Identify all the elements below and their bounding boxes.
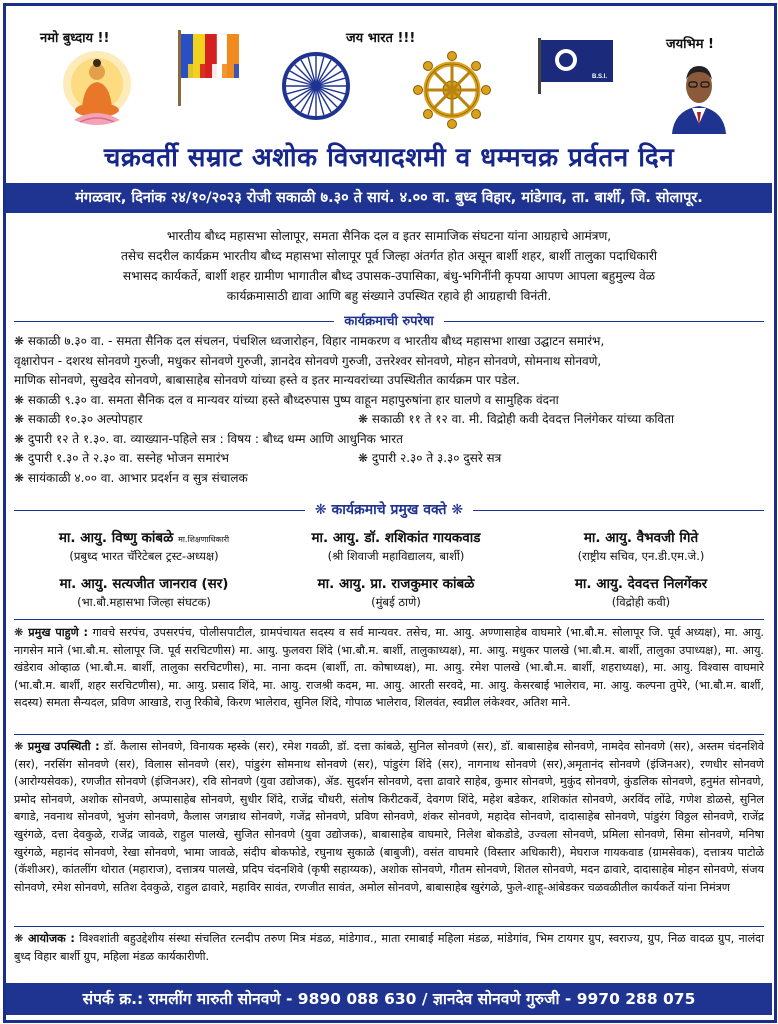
program-item: माणिक सोनवणे, सुखदेव सोनवणे, बाबासाहेब सोनवणे यांच्या हस्ते व इतर मान्यवरांच्या उपस्थितीत कार्यक्रम पार पडेल. [14,373,520,387]
svg-text:B.S.I.: B.S.I. [592,74,608,80]
slogan-jai-bhim: जयभिम ! [666,37,714,52]
date-bar: मंगळवार, दिनांक २४/१०/२०२३ रोजी सकाळी ७.३० ते सायं. ४.०० वा. बुध्द विहार, मांडेगाव, ता. बार्शी, जि. सोलापूर. [6,183,772,213]
divider [14,619,764,620]
attendees [14,738,764,896]
speaker-name: मा. आयु. डॉ. शशिकांत गायकवाड [311,530,481,546]
speaker-card [14,574,274,610]
invitation-text [14,226,764,306]
contact-bar: संपर्क क्र.: रामलींग मारुती सोनवणे - 9890 088 630 / ज्ञानदेव सोनवणे गुरुजी - 9970 288 075 [6,983,772,1015]
slogan-namo-buddhay: नमो बुध्दाय !! [40,31,110,46]
program-item: वृक्षारोपन - दशरथ सोनवणे गुरुजी, मधुकर सोनवणे गुरुजी, ज्ञानदेव सोनवणे गुरुजी, उत्तरेश्वर सोनवणे, मोहन सोनवणे, सोमनाथ सोनवणे, [14,353,602,368]
attendees-label: ❋ प्रमुख उपस्थिती : [14,740,100,753]
attendees-text: डॉ. कैलास सोनवणे, विनायक म्हस्के (सर), रमेश गवळी, डॉ. दत्ता कांबळे, सुनिल सोनवणे (सर), डॉ. बाबासाहेब सोनवणे, नामदेव सोनवणे (सर), अस्तम चंदनशिवे (सर), नरसिंग सोनवणे (सर), विलास सोनवणे (सर), पांडुरंग सोमनाथ सोनवणे (सर), पांडुरंग शिंदे (सर), नागनाथ सोनवणे (सर),अमृतानंद सोनवणे (इंजिनअर), रणधीर सोनवणे (आरोग्यसेवक), रणजीत सोनवणे (इंजिनअर), रवि सोनवणे (युवा उद्योजक), ॲड. सुदर्शन सोनवणे, दत्ता ढावारे साहेब, कुमार सोनवणे, मुकुंद सोनवणे, कुंडलिक सोनवणे, हनुमंत सोनवणे, प्रमोद सोनवणे, अशोक सोनवणे, अप्पासाहेब सोनवणे, सुधीर शिंदे, राजेंद्र चौधरी, संतोष किरीटकर्वे, देवगण शिंदे, महेश बडेकर, शशिकांत सोनवणे, अरविंद लोंढे, गणेश डोळसे, सुनिल बगाडे, नवनाथ सोनवणे, भुजंग सोनवणे, कैलास जगन्नाथ सोनवणे, गजेंद्र सोनवणे, प्रविण सोनवणे, शंकर सोनवणे, महादेव सोनवणे, दादासाहेब सोनवणे, पांडुरंग विठ्ठल सोनवणे, राजेंद्र खुरंगळे, दत्ता देवकुळे, राजेंद्र जावळे, राहुल पालखे, सुजित सोनवणे (युवा उद्योजक), बाबासाहेब वाघमारे, निलेश बोकडोडे, उज्वला सोनवणे, प्रमिला सोनवणे, सिमा सोनवणे, मनिषा खुरंगळे, महानंद सोनवणे, रेखा सोनवणे, भामा जावळे, संदीप बोकफोडे, रघुनाथ सुकाळे (बाबुजी), वसंत वाघमारे (विस्तार अधिकारी), मेघराज गायकवाड (ग्रामसेवक), दत्तात्रय पाटोळे (कॅशीअर), कांतलींग थोरात (महाराज), दत्तात्रय पालखे, प्रदिप चंदनशिवे (कृषी सहाय्यक), अशोक सोनवणे, गौतम सोनवणे, शितल सोनवणे, मदन ढावारे, दादासाहेब मोहन सोनवणे, संजय सोनवणे, रमेश सोनवणे, सतिश देवकुळे, राहुल ढावारे, महाविर सावंत, रणजीत सावंत, अमोल सोनवणे, बाबासाहेब खुरंगळे, फुले-शाहू-आंबेडकर चळवळीतील कार्यकर्ते यांना निमंत्रण [14,740,765,894]
invitation-line: सभासद कार्यकर्ते, बार्शी शहर ग्रामीण भागातील बौध्द उपासक-उपासिका, बंधु-भगिनींनी कृपया आपण आपला बहुमुल्य वेळ [122,269,656,283]
divider [14,926,764,927]
speaker-card [274,528,518,564]
speaker-name: मा. आयु. वैभवजी गिते [583,530,699,546]
buddhist-flag-icon [176,28,242,108]
speaker-name: मा. आयु. सत्यजीत जानराव (सर) [59,576,229,592]
speaker-role: (मुंबई ठाणे) [371,595,421,609]
bsi-flag-icon [536,36,616,96]
program-heading-label: कार्यक्रमाची रुपरेषा [334,314,444,329]
speaker-role: (भा.बौ.महासभा जिल्हा संघटक) [77,595,211,609]
speaker-role: (राष्ट्रीय सचिव, एन.डी.एम.जे.) [577,549,705,563]
divider [14,734,764,735]
buddha-image [60,50,134,134]
speaker-note: मा.शिक्षणाधिकारी [178,535,230,544]
chief-guests-text: गावचे सरपंच, उपसरपंच, पोलीसपाटील, ग्रामपंचायत सदस्य व सर्व मान्यवर. तसेच, मा. आयु. अण्णासाहेब वाघमारे (भा.बौ.म. सोलापूर जि. पूर्व अध्यक्ष), मा. आयु. नागसेन माने (भा.बौ.म. सोलापूर जि. पूर्व सरचिटणीस) मा. आयु. फुलवरा शिंदे (भा.बौ.म. बार्शी, तालुकाध्यक्ष), मा. आयु. मधुकर पालखे (भा.बौ.म. बार्शी, तालुका उपाध्यक्ष), मा. आयु. खंडेराव ओव्हाळ (भा.बौ.म. बार्शी, तालुका सरचिटणीस), मा. नाना कदम (बार्शी, ता. कोषाध्यक्ष), मा. आयु. रमेश पालखे (भा.बौ.म. बार्शी, शहराध्यक्ष), मा. आयु. विश्वास वाघमारे (भा.बौ.म. बार्शी, शहर सरचिटणीस), मा. आयु. प्रसाद शिंदे, मा. आयु. राजश्री कदम, मा. आयु. आरती सरवदे, मा. आयु. केसरबाई भालेराव, मा. आयु. कल्पना तुपेरे, (भा.बौ.म. बार्शी, सदस्य) समता सैन्यदल, प्रविण आखाडे, राजु रिकीबे, किरण भालेराव, सुनिल शिंदे, गोपाळ भालेराव, शिलवंत, स्वप्नील लंकेश्वर, अतिश माने. [14,626,764,710]
speaker-card [274,574,518,610]
program-item: ❋ दुपारी १.३० ते २.३० वा. सस्नेह भोजन समारंभ [14,451,229,465]
organizer [14,930,764,965]
speaker-name: मा. आयु. विष्णु कांबळे [58,530,174,546]
program-item: ❋ सायंकाळी ४.०० वा. आभार प्रदर्शन व सुत्र संचालक [14,470,248,485]
program-list [14,332,766,488]
invitation-line: कार्यक्रमासाठी द्यावा आणि बहु संख्याने उपस्थित रहावे ही आग्रहाची विनंती. [226,289,552,303]
program-item: ❋ दुपारी १२ ते १.३०. वा. व्याख्यान-पहिले सत्र : विषय : बौध्द धम्म आणि आधुनिक भारत [14,431,403,446]
program-item: ❋ दुपारी २.३० ते ३.३० दुसरे सत्र [358,451,502,465]
program-row [14,410,766,430]
speaker-name: मा. आयु. प्रा. राजकुमार कांबळे [317,576,475,592]
slogan-jai-bharat: जय भारत !!! [346,31,416,46]
invitation-line: तसेच सदरील कार्यक्रम भारतीय बौध्द महासभा सोलापूर पूर्व जिल्हा अंतर्गत होत असून बार्शी शहर, बार्शी तालुका पदाधिकारी [120,249,658,263]
page-title: चक्रवर्ती सम्राट अशोक विजयादशमी व धम्मचक्र प्रर्वतन दिन [103,143,675,173]
program-item: ❋ सकाळी ७.३० वा. - समता सैनिक दल संचलन, पंचशिल ध्वजारोहन, विहार नामकरण व भारतीय बौध्द महासभा शाखा उद्घाटन समारंभ, [14,334,605,348]
speakers-heading [0,500,778,520]
chief-guests-label: ❋ प्रमुख पाहुणे : [14,626,89,639]
speaker-role: (विद्रोही कवी) [611,595,671,609]
program-item: ❋ सकाळी ११ ते १२ वा. मी. विद्रोही कवी देवदत्त निलंगेकर यांच्या कविता [358,412,675,426]
organizer-label: ❋ आयोजक : [14,932,75,945]
program-heading [0,311,778,331]
speaker-role: (श्री शिवाजी महाविद्यालय, बार्शी) [327,549,465,563]
invitation-line: भारतीय बौध्द महासभा सोलापूर, समता सैनिक दल व इतर सामाजिक संघटना यांना आग्रहाचे आमंत्रण, [166,229,612,243]
ambedkar-portrait-image [668,54,730,134]
organizer-text: विश्वशांती बहुउद्देशीय संस्था संचलित रत्नदीप तरुण मित्र मंडळ, मांडेगाव., माता रमाबाई महिला मंडळ, मांडेगांव, भिम टायगर ग्रुप, स्वराज्य, ग्रुप, निळ वादळ ग्रुप, नालंदा बुध्द विहार बार्शी ग्रुप, महिला मंडळ कार्यकारीणी. [14,932,764,963]
dharma-wheel-icon [412,50,492,130]
speakers-heading-label: ❋ कार्यक्रमाचे प्रमुख वक्ते ❋ [305,502,473,518]
speaker-name: मा. आयु. देवदत्त निलगेंकर [574,576,708,592]
chief-guests [14,624,764,712]
speaker-card [518,574,764,610]
speaker-role: (प्रबुध्द भारत चॅरिटेबल ट्रस्ट-अध्यक्ष) [69,549,219,563]
ashoka-chakra-icon [280,50,352,122]
program-item: ❋ सकाळी ९.३० वा. समता सैनिक दल व मान्यवर यांच्या हस्ते बौध्दरुपास पुष्प वाहून महापुरुषांना हार घालणे व सामुहिक वंदना [14,392,559,407]
program-item: ❋ सकाळी १०.३० अल्पोपहार [14,412,143,426]
speaker-card [518,528,764,564]
program-row [14,449,766,469]
speaker-card [14,528,274,564]
